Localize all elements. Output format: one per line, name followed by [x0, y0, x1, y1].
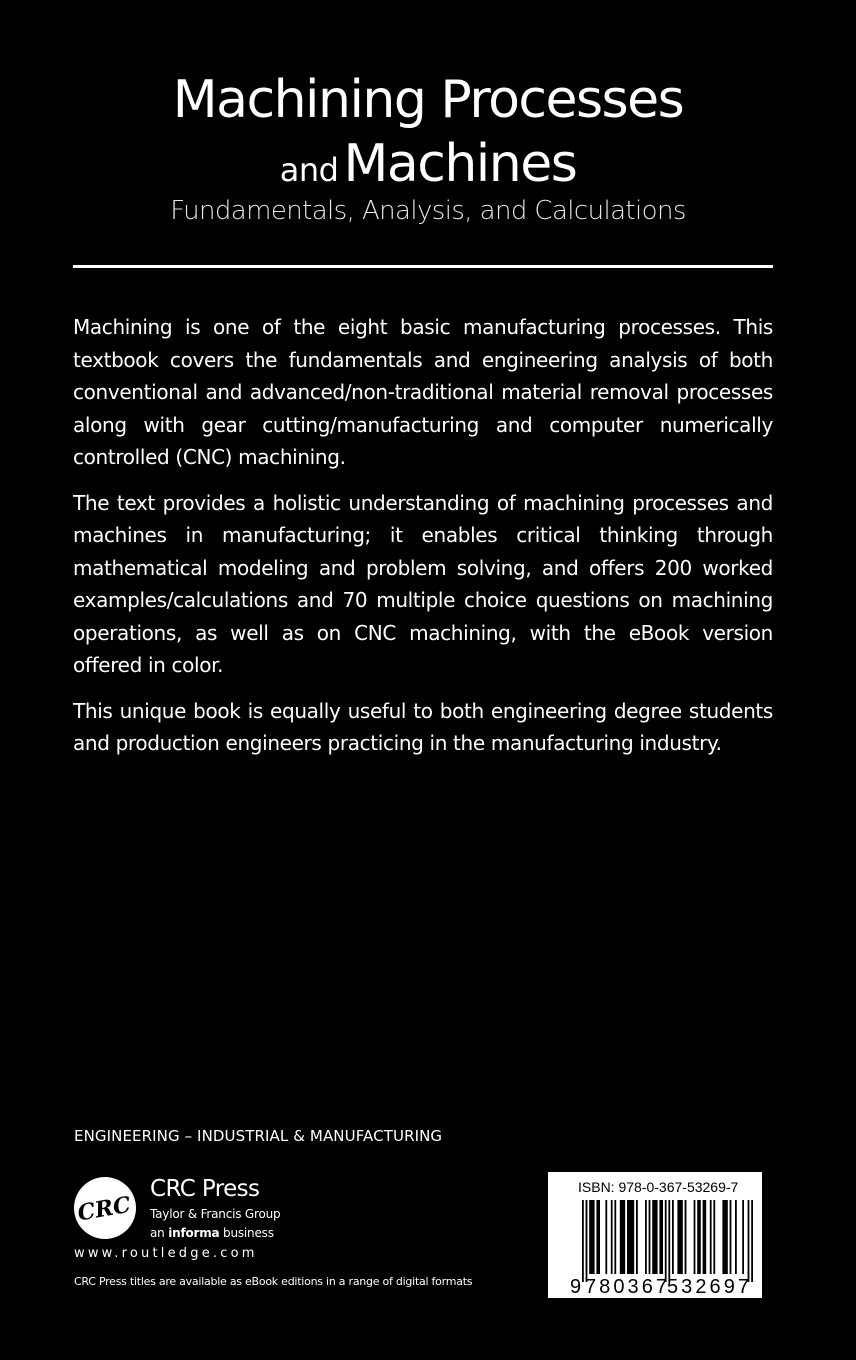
- crc-logo-text: CRC: [75, 1191, 133, 1227]
- book-title-and: and: [279, 151, 339, 189]
- barcode-bar: [735, 1200, 737, 1274]
- barcode-first-digit: 9: [570, 1276, 582, 1296]
- informa-suffix: business: [219, 1226, 274, 1240]
- barcode-bar: [636, 1200, 638, 1274]
- barcode-bar: [649, 1200, 651, 1274]
- barcode-bar: [596, 1200, 600, 1274]
- barcode-bar: [627, 1200, 634, 1274]
- barcode-bar: [589, 1200, 594, 1274]
- barcode-bar: [694, 1200, 696, 1274]
- publisher-informa-line: [150, 1226, 274, 1240]
- barcode-bar: [748, 1200, 750, 1282]
- crc-press-logo-icon: [73, 1176, 137, 1240]
- barcode-bar: [677, 1200, 682, 1274]
- book-description: [73, 311, 773, 773]
- publisher-website: www.routledge.com: [74, 1246, 258, 1261]
- description-paragraph: Machining is one of the eight basic manufacturing processes. This textbook covers the fundamentals and engineering analysis of both conventional and advanced/non-traditional material removal processes along with gear cutting/manufacturing and computer numerically controlled (CNC) machining.: [73, 315, 773, 469]
- barcode-bar: [659, 1200, 663, 1274]
- barcode-bar: [722, 1200, 727, 1274]
- barcode-bar: [713, 1200, 715, 1274]
- barcode-left-digits: 780367: [585, 1276, 667, 1296]
- barcode-bar: [582, 1200, 584, 1282]
- barcode-bar: [652, 1200, 657, 1274]
- barcode-bar: [668, 1200, 670, 1282]
- description-paragraph: This unique book is equally useful to both engineering degree students and production engineers practicing in the manufacturing industry.: [73, 698, 773, 755]
- book-title-machines: Machines: [343, 134, 577, 194]
- barcode-bar: [614, 1200, 616, 1274]
- isbn-label: ISBN: 978-0-367-53269-7: [578, 1179, 739, 1195]
- publisher-group: Taylor & Francis Group: [150, 1207, 281, 1221]
- barcode-bar: [611, 1200, 613, 1274]
- barcode-bar: [685, 1200, 687, 1274]
- barcode-bar: [751, 1200, 753, 1282]
- barcode-bar: [665, 1200, 667, 1282]
- informa-bold: informa: [168, 1226, 220, 1240]
- barcode-bar: [672, 1200, 674, 1274]
- informa-prefix: an: [150, 1226, 169, 1240]
- book-title-line2: [0, 136, 856, 204]
- barcode-bar: [645, 1200, 647, 1274]
- isbn-barcode: [568, 1198, 758, 1296]
- title-divider: [73, 265, 773, 268]
- barcode-bar: [605, 1200, 607, 1274]
- barcode-bar: [620, 1200, 625, 1274]
- ebook-availability-note: CRC Press titles are available as eBook editions in a range of digital formats: [74, 1275, 473, 1288]
- book-title-line1: Machining Processes: [172, 70, 684, 130]
- barcode-bar: [586, 1200, 588, 1282]
- description-paragraph: The text provides a holistic understanding of machining processes and machines in manufacturing; it enables critical thinking through mathematical modeling and problem solving, and offers 200 worked examples/calculations and 70 multiple choice questions on machining operations, as well as on CNC machining, with the eBook version offered in color.: [73, 490, 773, 677]
- barcode-bar: [730, 1200, 732, 1274]
- publisher-name: CRC Press: [150, 1176, 260, 1202]
- book-subtitle: Fundamentals, Analysis, and Calculations: [170, 196, 686, 226]
- barcode-bar: [703, 1200, 707, 1274]
- barcode-bar: [697, 1200, 701, 1274]
- subject-category: ENGINEERING – INDUSTRIAL & MANUFACTURING: [74, 1127, 443, 1145]
- barcode-bar: [742, 1200, 744, 1274]
- barcode-right-digits: 532697: [667, 1276, 749, 1296]
- barcode-bar: [710, 1200, 712, 1274]
